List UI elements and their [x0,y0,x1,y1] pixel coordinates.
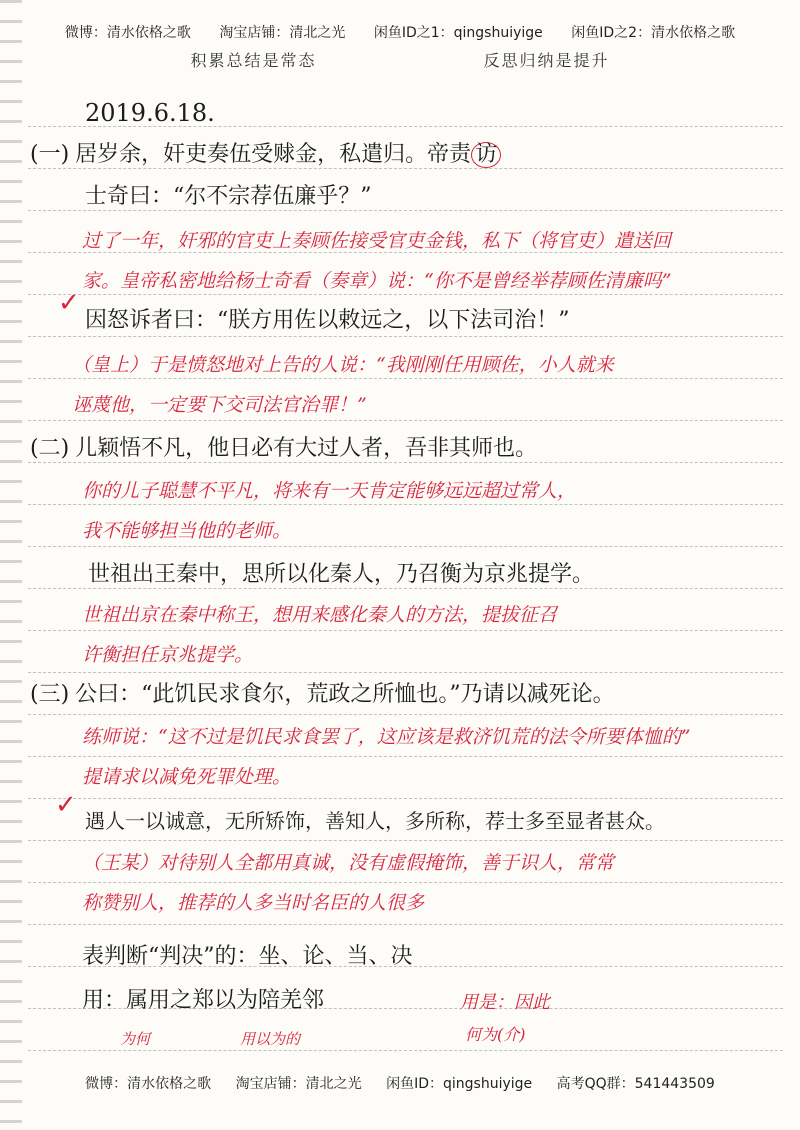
source-text: 居岁余，奸吏奏伍受赇金，私遣归。帝责 [75,142,472,167]
page-header [0,22,800,42]
header-taobao: 淘宝店铺：清北之光 [219,25,346,41]
section-2-line-1 [30,436,537,462]
source-text: 儿颖悟不凡，他日必有大过人者，吾非其师也。 [75,436,538,461]
source-text: 公曰：“此饥民求食尔，荒政之所恤也。”乃请以减死论。 [75,682,615,707]
ruled-line [28,882,783,883]
annotation: 用是：因此 [460,992,550,1013]
ruled-line [28,504,783,505]
translation-line: 家。皇帝私密地给杨士奇看（奏章）说：“你不是曾经举荐顾佐清廉吗” [82,270,672,292]
ruled-line [28,378,783,379]
ruled-line [28,672,783,673]
ruled-line [28,840,783,841]
translation-line: （王某）对待别人全都用真诚，没有虚假掩饰，善于识人，常常 [82,852,615,874]
section-marker: (三) [30,682,70,707]
translation-line: 我不能够担当他的老师。 [82,520,292,542]
section-2-line-2: 世祖出王秦中，思所以化秦人，乃召衡为京兆提学。 [88,562,595,587]
ruled-line [28,798,783,799]
ruled-line [28,420,783,421]
section-3-line-2: 遇人一以诚意，无所矫饰，善知人，多所称，荐士多至显者甚众。 [85,809,665,833]
annotation: 为何 [120,1030,151,1048]
footer-qq: 高考QQ群：541443509 [556,1076,715,1092]
translation-line: 称赞别人，推荐的人多当时名臣的人很多 [82,892,425,914]
grammar-note: 表判断“判决”的：坐、论、当、决 [82,944,413,969]
ruled-line [28,924,783,925]
ruled-line [28,756,783,757]
ruled-line [28,546,783,547]
annotation: 用以为的 [240,1030,301,1048]
ruled-line [28,294,783,295]
checkmark-icon: ✓ [55,790,77,820]
motto-left: 积累总结是常态 [190,51,317,70]
header-xianyu1: 闲鱼ID之1：qingshuiyige [373,25,543,41]
translation-line: （皇上）于是愤怒地对上告的人说：“我刚刚任用顾佐，小人就来 [72,354,614,376]
motto-right: 反思归纳是提升 [483,51,610,70]
translation-line: 你的儿子聪慧不平凡，将来有一天肯定能够远远超过常人， [82,480,577,502]
section-3-line-1 [30,682,615,708]
section-marker: (二) [30,436,70,461]
section-1-line-3: 因怒诉者曰：“朕方用佐以敕远之，以下法司治！” [85,308,570,333]
translation-line: 过了一年，奸邪的官吏上奏顾佐接受官吏金钱，私下（将官吏）遣送回 [82,230,672,252]
ruled-line [28,588,783,589]
footer-xianyu: 闲鱼ID：qingshuiyige [386,1076,533,1092]
translation-line: 世祖出京在秦中称王，想用来感化秦人的方法，提拔征召 [82,604,558,626]
footer-taobao: 淘宝店铺：清北之光 [235,1076,362,1092]
header-weibo: 微博：清水依格之歌 [64,25,191,41]
ruled-line [28,714,783,715]
translation-line: 诬蔑他，一定要下交司法官治罪！” [72,394,367,416]
ruled-line [28,462,783,463]
ruled-line [28,630,783,631]
ruled-line [28,336,783,337]
translation-line: 练师说：“这不过是饥民求食罢了，这应该是救济饥荒的法令所要体恤的” [82,726,691,748]
annotation: 何为(介) [465,1025,526,1044]
binding-holes [0,0,22,1130]
ruled-line [28,210,783,211]
checkmark-icon: ✓ [58,288,80,318]
footer-weibo: 微博：清水依格之歌 [85,1076,212,1092]
entry-date: 2019.6.18. [85,99,215,127]
translation-line: 提请求以减免死罪处理。 [82,766,292,788]
page-footer [0,1073,800,1093]
translation-line: 许衡担任京兆提学。 [82,644,254,666]
motto [0,48,800,71]
section-marker: (一) [30,142,70,167]
section-1-line-2: 士奇曰：“尔不宗荐伍廉乎？” [85,184,372,209]
header-xianyu2: 闲鱼ID之2：清水依格之歌 [571,25,736,41]
circled-word: 访 [471,142,501,168]
section-1-line-1 [30,142,501,168]
ruled-line [28,168,783,169]
grammar-note: 用：属用之郑以为陪羌邻 [82,988,325,1013]
